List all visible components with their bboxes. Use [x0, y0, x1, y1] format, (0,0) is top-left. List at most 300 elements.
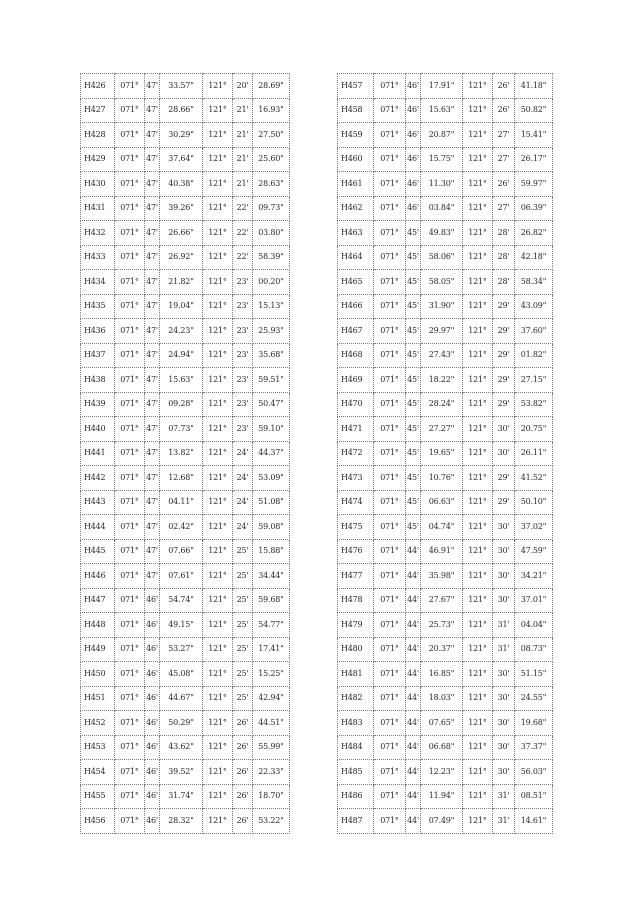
table-row: [338, 245, 553, 270]
lat-minutes-cell: 44': [406, 637, 421, 662]
lat-minutes-cell: 44': [406, 662, 421, 687]
lon-minutes-cell: 25': [233, 539, 253, 564]
lat-seconds-cell: 19.65": [421, 441, 463, 466]
lat-degrees-cell: 071°: [115, 760, 145, 785]
table-row: [338, 392, 553, 417]
table-row: [338, 539, 553, 564]
lon-minutes-cell: 24': [233, 490, 253, 515]
lat-minutes-cell: 47': [145, 74, 160, 99]
lat-minutes-cell: 47': [145, 270, 160, 295]
lat-seconds-cell: 17.91": [421, 74, 463, 99]
point-id-cell: H448: [81, 613, 115, 638]
point-id-cell: H446: [81, 564, 115, 589]
lon-degrees-cell: 121°: [203, 564, 233, 589]
lon-seconds-cell: 44.51": [253, 711, 290, 736]
coordinate-table-left: [80, 73, 290, 834]
lat-seconds-cell: 27.43": [421, 343, 463, 368]
lat-degrees-cell: 071°: [374, 417, 406, 442]
point-id-cell: H461: [338, 172, 374, 197]
lon-seconds-cell: 26.11": [515, 441, 553, 466]
lat-degrees-cell: 071°: [115, 392, 145, 417]
lon-minutes-cell: 25': [233, 588, 253, 613]
lon-minutes-cell: 24': [233, 515, 253, 540]
lon-minutes-cell: 26': [233, 735, 253, 760]
lon-degrees-cell: 121°: [203, 368, 233, 393]
lon-seconds-cell: 53.82": [515, 392, 553, 417]
point-id-cell: H445: [81, 539, 115, 564]
lon-seconds-cell: 28.63": [253, 172, 290, 197]
lon-seconds-cell: 15.41": [515, 123, 553, 148]
lon-seconds-cell: 20.75": [515, 417, 553, 442]
lon-seconds-cell: 25.60": [253, 147, 290, 172]
lat-minutes-cell: 46': [145, 686, 160, 711]
lon-degrees-cell: 121°: [463, 98, 493, 123]
lon-degrees-cell: 121°: [203, 343, 233, 368]
coordinate-table-right: [337, 73, 553, 834]
lon-seconds-cell: 24.55": [515, 686, 553, 711]
lon-degrees-cell: 121°: [463, 662, 493, 687]
lat-minutes-cell: 45': [406, 245, 421, 270]
lat-minutes-cell: 45': [406, 490, 421, 515]
lat-seconds-cell: 26.92": [160, 245, 203, 270]
lat-degrees-cell: 071°: [115, 564, 145, 589]
lon-seconds-cell: 47.59": [515, 539, 553, 564]
lat-degrees-cell: 071°: [374, 564, 406, 589]
point-id-cell: H466: [338, 294, 374, 319]
lon-degrees-cell: 121°: [463, 441, 493, 466]
lon-degrees-cell: 121°: [203, 686, 233, 711]
lat-degrees-cell: 071°: [115, 637, 145, 662]
lon-seconds-cell: 37.02": [515, 515, 553, 540]
table-row: [338, 809, 553, 834]
lat-minutes-cell: 47': [145, 564, 160, 589]
lat-degrees-cell: 071°: [115, 343, 145, 368]
lat-degrees-cell: 071°: [374, 441, 406, 466]
lon-minutes-cell: 31': [493, 637, 515, 662]
point-id-cell: H430: [81, 172, 115, 197]
lon-degrees-cell: 121°: [203, 196, 233, 221]
lon-degrees-cell: 121°: [463, 809, 493, 834]
lat-minutes-cell: 47': [145, 147, 160, 172]
point-id-cell: H486: [338, 784, 374, 809]
lat-minutes-cell: 47': [145, 245, 160, 270]
table-row: [338, 490, 553, 515]
lat-seconds-cell: 49.83": [421, 221, 463, 246]
lat-minutes-cell: 44': [406, 760, 421, 785]
lat-seconds-cell: 15.75": [421, 147, 463, 172]
lat-seconds-cell: 46.91": [421, 539, 463, 564]
lon-degrees-cell: 121°: [463, 319, 493, 344]
lat-minutes-cell: 45': [406, 441, 421, 466]
lat-minutes-cell: 47': [145, 294, 160, 319]
lat-degrees-cell: 071°: [115, 196, 145, 221]
lon-minutes-cell: 28': [493, 221, 515, 246]
lat-seconds-cell: 53.27": [160, 637, 203, 662]
lon-seconds-cell: 35.68": [253, 343, 290, 368]
lon-minutes-cell: 26': [233, 809, 253, 834]
lat-seconds-cell: 07.73": [160, 417, 203, 442]
lat-seconds-cell: 03.84": [421, 196, 463, 221]
lat-seconds-cell: 27.27": [421, 417, 463, 442]
lon-seconds-cell: 04.04": [515, 613, 553, 638]
lat-minutes-cell: 44': [406, 539, 421, 564]
lon-minutes-cell: 31': [493, 784, 515, 809]
lon-degrees-cell: 121°: [463, 539, 493, 564]
lat-degrees-cell: 071°: [374, 711, 406, 736]
lat-seconds-cell: 28.66": [160, 98, 203, 123]
table-row: [338, 343, 553, 368]
lon-seconds-cell: 00.20": [253, 270, 290, 295]
point-id-cell: H460: [338, 147, 374, 172]
point-id-cell: H458: [338, 98, 374, 123]
lon-degrees-cell: 121°: [203, 613, 233, 638]
lat-degrees-cell: 071°: [115, 441, 145, 466]
lon-minutes-cell: 26': [233, 784, 253, 809]
table-row: [338, 417, 553, 442]
lon-degrees-cell: 121°: [463, 147, 493, 172]
table-row: [338, 466, 553, 491]
lat-minutes-cell: 45': [406, 294, 421, 319]
lat-minutes-cell: 45': [406, 343, 421, 368]
lat-minutes-cell: 47': [145, 539, 160, 564]
point-id-cell: H465: [338, 270, 374, 295]
point-id-cell: H459: [338, 123, 374, 148]
point-id-cell: H467: [338, 319, 374, 344]
lon-minutes-cell: 29': [493, 368, 515, 393]
lat-degrees-cell: 071°: [374, 637, 406, 662]
lon-minutes-cell: 21': [233, 98, 253, 123]
table-row: [81, 74, 290, 99]
table-row: [81, 368, 290, 393]
point-id-cell: H485: [338, 760, 374, 785]
table-row: [338, 368, 553, 393]
lon-degrees-cell: 121°: [203, 662, 233, 687]
point-id-cell: H447: [81, 588, 115, 613]
lat-minutes-cell: 46': [145, 613, 160, 638]
lat-minutes-cell: 46': [406, 147, 421, 172]
lat-minutes-cell: 46': [145, 637, 160, 662]
lat-minutes-cell: 46': [145, 588, 160, 613]
lat-degrees-cell: 071°: [115, 539, 145, 564]
table-row: [338, 686, 553, 711]
lat-minutes-cell: 45': [406, 466, 421, 491]
table-row: [81, 343, 290, 368]
lon-minutes-cell: 29': [493, 392, 515, 417]
lat-degrees-cell: 071°: [374, 588, 406, 613]
lat-minutes-cell: 45': [406, 515, 421, 540]
point-id-cell: H439: [81, 392, 115, 417]
lon-minutes-cell: 21': [233, 147, 253, 172]
lat-seconds-cell: 10.76": [421, 466, 463, 491]
lon-minutes-cell: 30': [493, 564, 515, 589]
lat-seconds-cell: 07.65": [421, 711, 463, 736]
lat-degrees-cell: 071°: [374, 147, 406, 172]
lon-seconds-cell: 53.22": [253, 809, 290, 834]
table-row: [338, 637, 553, 662]
lon-seconds-cell: 18.70": [253, 784, 290, 809]
lon-seconds-cell: 06.39": [515, 196, 553, 221]
lon-minutes-cell: 28': [493, 270, 515, 295]
point-id-cell: H431: [81, 196, 115, 221]
lat-seconds-cell: 12.23": [421, 760, 463, 785]
lat-seconds-cell: 04.74": [421, 515, 463, 540]
lon-seconds-cell: 41.52": [515, 466, 553, 491]
lat-seconds-cell: 45.08": [160, 662, 203, 687]
point-id-cell: H473: [338, 466, 374, 491]
lat-degrees-cell: 071°: [374, 613, 406, 638]
lon-seconds-cell: 41.18": [515, 74, 553, 99]
point-id-cell: H454: [81, 760, 115, 785]
table-row: [81, 270, 290, 295]
lon-minutes-cell: 31': [493, 809, 515, 834]
lat-seconds-cell: 21.82": [160, 270, 203, 295]
lat-degrees-cell: 071°: [374, 221, 406, 246]
table-row: [338, 221, 553, 246]
lat-seconds-cell: 07.61": [160, 564, 203, 589]
point-id-cell: H464: [338, 245, 374, 270]
lat-degrees-cell: 071°: [374, 809, 406, 834]
point-id-cell: H426: [81, 74, 115, 99]
lat-degrees-cell: 071°: [115, 515, 145, 540]
table-row: [338, 588, 553, 613]
lon-minutes-cell: 22': [233, 221, 253, 246]
point-id-cell: H432: [81, 221, 115, 246]
table-row: [81, 662, 290, 687]
lon-seconds-cell: 59.08": [253, 515, 290, 540]
lon-degrees-cell: 121°: [463, 417, 493, 442]
lat-seconds-cell: 20.37": [421, 637, 463, 662]
lon-seconds-cell: 50.10": [515, 490, 553, 515]
point-id-cell: H481: [338, 662, 374, 687]
lon-minutes-cell: 30': [493, 735, 515, 760]
lon-degrees-cell: 121°: [463, 613, 493, 638]
point-id-cell: H476: [338, 539, 374, 564]
lon-minutes-cell: 31': [493, 613, 515, 638]
lat-degrees-cell: 071°: [115, 490, 145, 515]
lon-seconds-cell: 58.34": [515, 270, 553, 295]
lon-seconds-cell: 27.50": [253, 123, 290, 148]
lat-minutes-cell: 47': [145, 123, 160, 148]
point-id-cell: H429: [81, 147, 115, 172]
lat-seconds-cell: 09.28": [160, 392, 203, 417]
lat-degrees-cell: 071°: [374, 245, 406, 270]
table-row: [338, 515, 553, 540]
lon-degrees-cell: 121°: [463, 564, 493, 589]
lat-degrees-cell: 071°: [115, 221, 145, 246]
lon-degrees-cell: 121°: [463, 368, 493, 393]
lat-seconds-cell: 26.66": [160, 221, 203, 246]
lat-degrees-cell: 071°: [374, 490, 406, 515]
lat-minutes-cell: 47': [145, 343, 160, 368]
lat-degrees-cell: 071°: [374, 172, 406, 197]
table-row: [81, 392, 290, 417]
lon-degrees-cell: 121°: [203, 539, 233, 564]
lat-seconds-cell: 07.66": [160, 539, 203, 564]
lat-minutes-cell: 46': [145, 784, 160, 809]
table-row: [81, 686, 290, 711]
table-row: [338, 784, 553, 809]
lon-seconds-cell: 37.60": [515, 319, 553, 344]
table-row: [81, 417, 290, 442]
table-row: [338, 294, 553, 319]
lat-minutes-cell: 46': [406, 74, 421, 99]
lat-degrees-cell: 071°: [374, 368, 406, 393]
lon-minutes-cell: 23': [233, 417, 253, 442]
lon-degrees-cell: 121°: [203, 221, 233, 246]
point-id-cell: H455: [81, 784, 115, 809]
lon-degrees-cell: 121°: [203, 270, 233, 295]
lat-seconds-cell: 43.62": [160, 735, 203, 760]
table-row: [338, 564, 553, 589]
point-id-cell: H437: [81, 343, 115, 368]
lon-degrees-cell: 121°: [463, 343, 493, 368]
table-row: [81, 245, 290, 270]
lat-seconds-cell: 44.67": [160, 686, 203, 711]
table-row: [81, 172, 290, 197]
lon-degrees-cell: 121°: [463, 784, 493, 809]
lat-degrees-cell: 071°: [374, 735, 406, 760]
lat-minutes-cell: 44': [406, 735, 421, 760]
point-id-cell: H484: [338, 735, 374, 760]
lat-degrees-cell: 071°: [374, 686, 406, 711]
lat-degrees-cell: 071°: [115, 784, 145, 809]
point-id-cell: H468: [338, 343, 374, 368]
lat-seconds-cell: 29.97": [421, 319, 463, 344]
lon-seconds-cell: 54.77": [253, 613, 290, 638]
table-row: [338, 319, 553, 344]
lat-minutes-cell: 47': [145, 466, 160, 491]
lat-degrees-cell: 071°: [115, 123, 145, 148]
lon-minutes-cell: 30': [493, 662, 515, 687]
lon-degrees-cell: 121°: [203, 417, 233, 442]
lon-seconds-cell: 08.73": [515, 637, 553, 662]
lon-minutes-cell: 30': [493, 417, 515, 442]
lon-seconds-cell: 19.68": [515, 711, 553, 736]
point-id-cell: H470: [338, 392, 374, 417]
lat-degrees-cell: 071°: [374, 392, 406, 417]
lon-degrees-cell: 121°: [203, 515, 233, 540]
lat-seconds-cell: 16.85": [421, 662, 463, 687]
point-id-cell: H452: [81, 711, 115, 736]
lon-degrees-cell: 121°: [463, 294, 493, 319]
point-id-cell: H441: [81, 441, 115, 466]
point-id-cell: H480: [338, 637, 374, 662]
table-row: [81, 490, 290, 515]
lon-degrees-cell: 121°: [463, 123, 493, 148]
lat-minutes-cell: 47': [145, 196, 160, 221]
lat-minutes-cell: 45': [406, 319, 421, 344]
lon-seconds-cell: 42.94": [253, 686, 290, 711]
lat-seconds-cell: 18.22": [421, 368, 463, 393]
lon-minutes-cell: 29': [493, 294, 515, 319]
lon-seconds-cell: 59.68": [253, 588, 290, 613]
lat-seconds-cell: 58.05": [421, 270, 463, 295]
lat-seconds-cell: 11.30": [421, 172, 463, 197]
lat-degrees-cell: 071°: [115, 711, 145, 736]
lon-seconds-cell: 50.82": [515, 98, 553, 123]
table-row: [81, 588, 290, 613]
point-id-cell: H463: [338, 221, 374, 246]
lat-degrees-cell: 071°: [115, 466, 145, 491]
table-row: [338, 613, 553, 638]
lon-degrees-cell: 121°: [203, 441, 233, 466]
point-id-cell: H478: [338, 588, 374, 613]
lon-degrees-cell: 121°: [203, 809, 233, 834]
point-id-cell: H453: [81, 735, 115, 760]
lon-seconds-cell: 37.01": [515, 588, 553, 613]
lon-degrees-cell: 121°: [463, 637, 493, 662]
lat-seconds-cell: 39.52": [160, 760, 203, 785]
lat-seconds-cell: 06.63": [421, 490, 463, 515]
lat-degrees-cell: 071°: [115, 98, 145, 123]
lon-seconds-cell: 26.17": [515, 147, 553, 172]
table-row: [338, 74, 553, 99]
lon-minutes-cell: 30': [493, 686, 515, 711]
lat-seconds-cell: 19.04": [160, 294, 203, 319]
lon-minutes-cell: 23': [233, 392, 253, 417]
lon-seconds-cell: 56.03": [515, 760, 553, 785]
table-row: [81, 221, 290, 246]
lat-minutes-cell: 44': [406, 588, 421, 613]
table-row: [81, 123, 290, 148]
lat-degrees-cell: 071°: [374, 270, 406, 295]
lon-degrees-cell: 121°: [463, 490, 493, 515]
lon-minutes-cell: 27': [493, 123, 515, 148]
lon-seconds-cell: 58.39": [253, 245, 290, 270]
lon-degrees-cell: 121°: [203, 319, 233, 344]
lat-seconds-cell: 27.67": [421, 588, 463, 613]
point-id-cell: H483: [338, 711, 374, 736]
table-row: [338, 760, 553, 785]
lat-degrees-cell: 071°: [115, 809, 145, 834]
lon-seconds-cell: 25.93": [253, 319, 290, 344]
lon-minutes-cell: 24': [233, 441, 253, 466]
lon-degrees-cell: 121°: [203, 735, 233, 760]
lon-minutes-cell: 21': [233, 123, 253, 148]
lon-minutes-cell: 27': [493, 196, 515, 221]
lon-seconds-cell: 59.10": [253, 417, 290, 442]
point-id-cell: H427: [81, 98, 115, 123]
table-row: [338, 172, 553, 197]
lon-seconds-cell: 28.69": [253, 74, 290, 99]
lat-minutes-cell: 46': [406, 123, 421, 148]
lat-minutes-cell: 46': [406, 98, 421, 123]
lon-degrees-cell: 121°: [203, 172, 233, 197]
lat-degrees-cell: 071°: [115, 417, 145, 442]
table-row: [81, 760, 290, 785]
lon-seconds-cell: 15.25": [253, 662, 290, 687]
lat-degrees-cell: 071°: [374, 196, 406, 221]
lat-minutes-cell: 47': [145, 98, 160, 123]
lon-seconds-cell: 16.93": [253, 98, 290, 123]
table-row: [338, 147, 553, 172]
lat-minutes-cell: 44': [406, 686, 421, 711]
lon-seconds-cell: 59.97": [515, 172, 553, 197]
lon-minutes-cell: 30': [493, 441, 515, 466]
table-row: [81, 539, 290, 564]
lat-seconds-cell: 40.38": [160, 172, 203, 197]
lat-seconds-cell: 28.24": [421, 392, 463, 417]
lon-degrees-cell: 121°: [463, 196, 493, 221]
lat-seconds-cell: 25.73": [421, 613, 463, 638]
lat-minutes-cell: 47': [145, 319, 160, 344]
lon-minutes-cell: 27': [493, 147, 515, 172]
lon-seconds-cell: 26.82": [515, 221, 553, 246]
lon-minutes-cell: 26': [493, 74, 515, 99]
point-id-cell: H457: [338, 74, 374, 99]
lat-degrees-cell: 071°: [115, 147, 145, 172]
lat-degrees-cell: 071°: [115, 270, 145, 295]
